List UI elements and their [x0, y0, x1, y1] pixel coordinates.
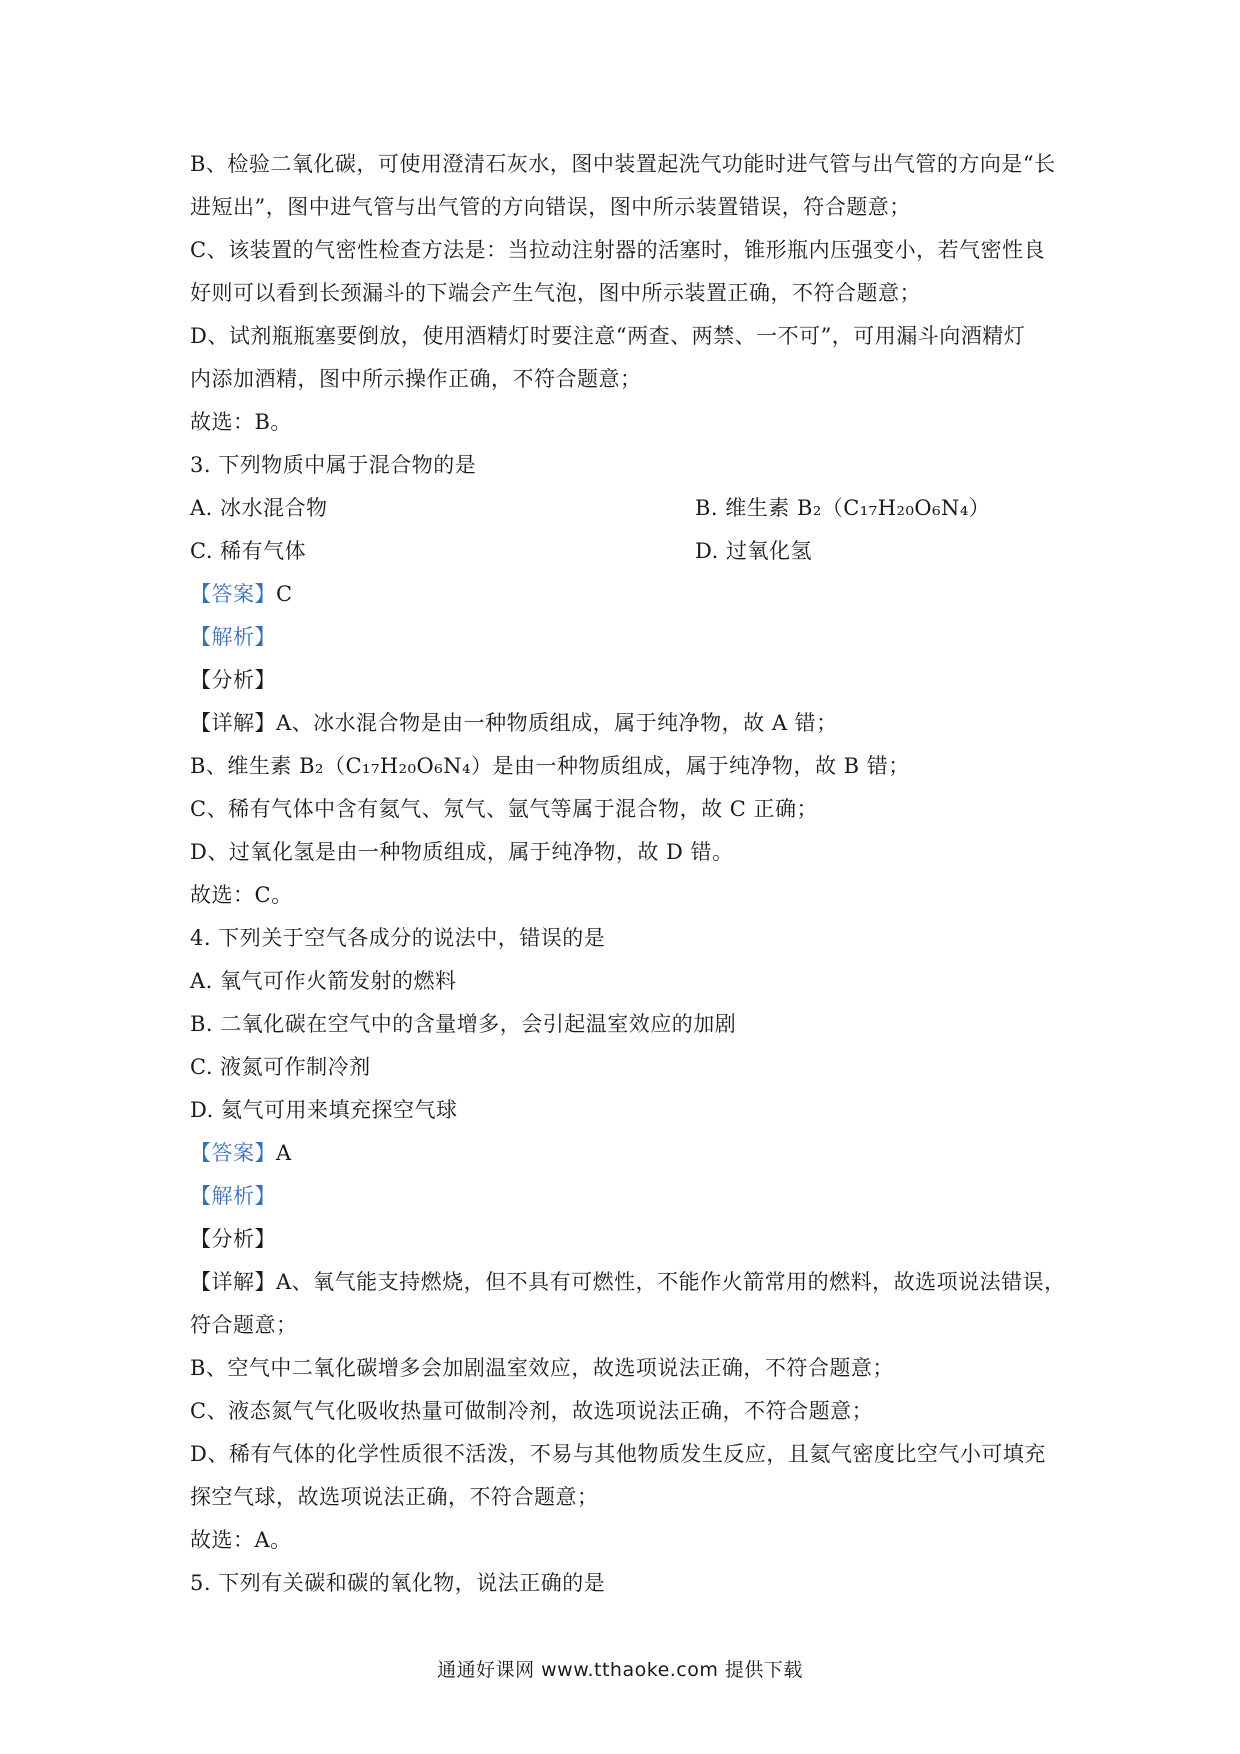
answer-tag: 【答案】 [190, 1141, 276, 1165]
fenxi-tag: 【分析】 [190, 1227, 276, 1251]
fenxi-tag: 【分析】 [190, 668, 276, 692]
q3-detail-line [190, 702, 1060, 745]
paragraph-line: 内添加酒精，图中所示操作正确，不符合题意； [190, 367, 642, 391]
page-footer: 通通好课网 www.tthaoke.com 提供下载 [437, 1659, 803, 1681]
q3-detail-line: D、过氧化氢是由一种物质组成，属于纯净物，故 D 错。 [190, 840, 734, 864]
q3-option-d: D. 过氧化氢 [695, 539, 812, 563]
q4-detail-line: 探空气球，故选项说法正确，不符合题意； [190, 1485, 599, 1509]
q3-detail-line: B、维生素 B₂（C₁₇H₂₀O₆N₄）是由一种物质组成，属于纯净物，故 B 错； [190, 754, 910, 778]
q4-detail-text: A、氧气能支持燃烧，但不具有可燃性，不能作火箭常用的燃料，故选项说法错误， [276, 1270, 1066, 1294]
q3-option-a: A. 冰水混合物 [190, 496, 328, 520]
paragraph-line: B、检验二氧化碳，可使用澄清石灰水，图中装置起洗气功能时进气管与出气管的方向是“长 [190, 152, 1056, 176]
q3-option-b: B. 维生素 B₂（C₁₇H₂₀O₆N₄） [695, 496, 991, 520]
question-4-stem: 4. 下列关于空气各成分的说法中，错误的是 [190, 926, 606, 950]
q3-answer: C [276, 582, 293, 606]
q3-detail-line: C、稀有气体中含有氦气、氖气、氩气等属于混合物，故 C 正确； [190, 797, 818, 821]
q4-detail-line: B、空气中二氧化碳增多会加剧温室效应，故选项说法正确，不符合题意； [190, 1356, 894, 1380]
paragraph-line: 进短出”，图中进气管与出气管的方向错误，图中所示装置错误，符合题意； [190, 195, 911, 219]
xiangjie-tag: 【详解】 [190, 1270, 276, 1294]
q4-answer: A [276, 1141, 292, 1165]
q4-detail-line: 符合题意； [190, 1313, 298, 1337]
q4-detail-line: 故选：A。 [190, 1528, 292, 1552]
q4-option-d: D. 氦气可用来填充探空气球 [190, 1098, 458, 1122]
analysis-tag: 【解析】 [190, 1184, 276, 1208]
q4-detail-line: C、液态氮气气化吸收热量可做制冷剂，故选项说法正确，不符合题意； [190, 1399, 874, 1423]
q4-option-b: B. 二氧化碳在空气中的含量增多，会引起温室效应的加剧 [190, 1012, 737, 1036]
paragraph-line: 故选：B。 [190, 410, 292, 434]
paragraph-line: D、试剂瓶瓶塞要倒放，使用酒精灯时要注意“两查、两禁、一不可”，可用漏斗向酒精灯 [190, 324, 1026, 348]
q3-detail-text: A、冰水混合物是由一种物质组成，属于纯净物，故 A 错； [276, 711, 838, 735]
answer-tag: 【答案】 [190, 582, 276, 606]
q4-option-a: A. 氧气可作火箭发射的燃料 [190, 969, 457, 993]
q4-detail-line [190, 1261, 1066, 1304]
question-3-options-row-2 [190, 530, 1060, 573]
q3-detail-line: 故选：C。 [190, 883, 293, 907]
q3-option-c: C. 稀有气体 [190, 539, 307, 563]
q3-answer-line [190, 573, 1060, 616]
paragraph-line: C、该装置的气密性检查方法是：当拉动注射器的活塞时，锥形瓶内压强变小，若气密性良 [190, 238, 1046, 262]
q4-option-c: C. 液氮可作制冷剂 [190, 1055, 371, 1079]
q4-detail-line: D、稀有气体的化学性质很不活泼，不易与其他物质发生反应，且氦气密度比空气小可填充 [190, 1442, 1046, 1466]
q4-answer-line [190, 1132, 1060, 1175]
question-3-options-row-1 [190, 487, 1060, 530]
paragraph-line: 好则可以看到长颈漏斗的下端会产生气泡，图中所示装置正确，不符合题意； [190, 281, 921, 305]
question-5-stem: 5. 下列有关碳和碳的氧化物，说法正确的是 [190, 1571, 606, 1595]
document-content [190, 143, 1066, 1605]
question-3-stem: 3. 下列物质中属于混合物的是 [190, 453, 477, 477]
xiangjie-tag: 【详解】 [190, 711, 276, 735]
analysis-tag: 【解析】 [190, 625, 276, 649]
